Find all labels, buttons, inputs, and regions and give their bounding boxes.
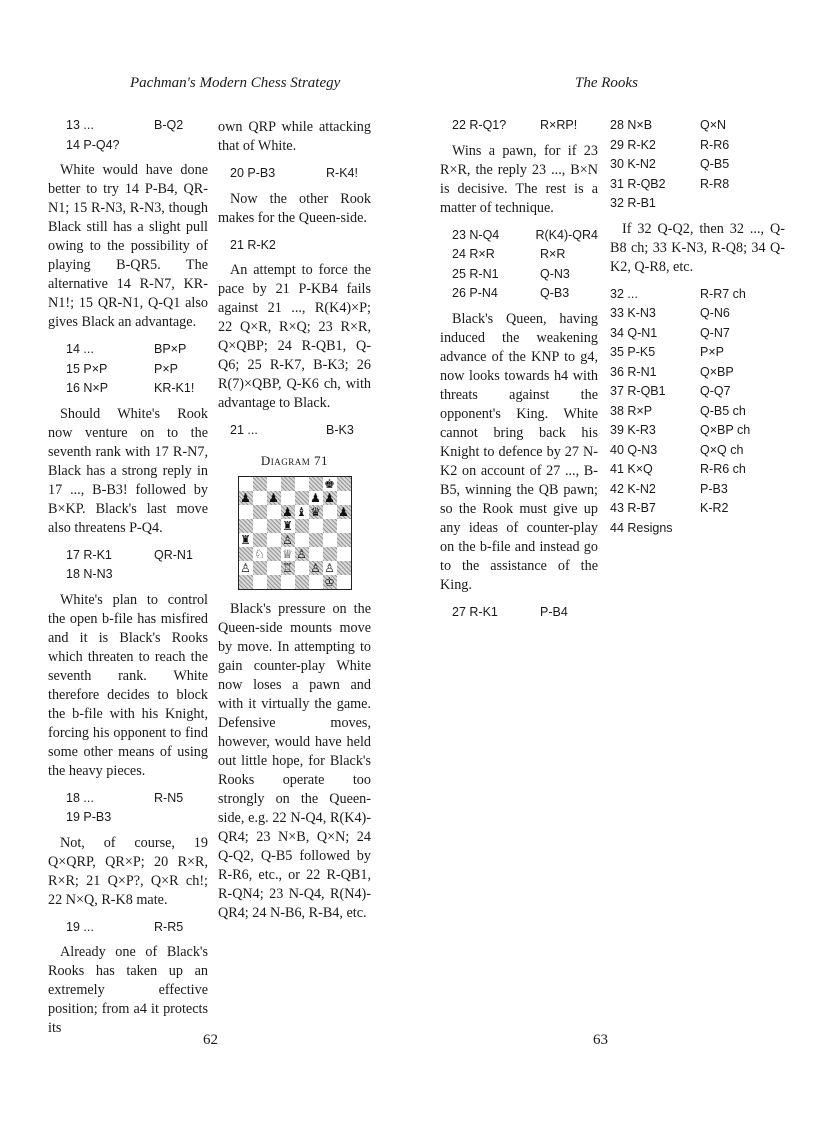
black-move: KR-K1! [154,381,195,396]
move-block [610,285,785,539]
move-row [610,304,785,324]
move-row [440,284,598,304]
board-square-piece: ♙ [240,560,251,575]
board-square-piece: ♟ [282,504,293,519]
board-square [295,477,309,491]
board-square [253,505,267,519]
move-row [610,155,785,175]
black-move: P×P [154,361,178,376]
black-move: QR-N1 [154,547,193,562]
move-row [440,265,598,285]
move-block [610,116,785,214]
black-move: R-R7 ch [700,286,746,301]
board-square [309,547,323,561]
board-square [239,477,253,491]
move-row [610,441,785,461]
black-move: B-Q2 [154,118,184,133]
right-column-1 [440,116,598,628]
black-move: Q-N7 [700,325,730,340]
move-row [610,116,785,136]
move-block [218,236,371,256]
white-move: 25 R-N1 [452,266,499,281]
board-square [253,533,267,547]
board-square [239,519,253,533]
black-move: K-R2 [700,501,729,516]
white-move: 41 K×Q [610,462,653,477]
black-move: Q×BP [700,364,734,379]
white-move: 32 R-B1 [610,196,656,211]
board-square [295,519,309,533]
move-row [48,136,208,156]
move-row [610,519,785,539]
board-square [295,575,309,589]
move-row [610,382,785,402]
move-row [610,460,785,480]
white-move: 43 R-B7 [610,501,656,516]
move-row [610,480,785,500]
move-row [610,324,785,344]
black-move: R×R [540,247,566,262]
move-block [218,421,371,441]
move-block [48,340,208,399]
board-square [337,491,351,505]
board-square [253,491,267,505]
board-square [337,519,351,533]
board-square [267,505,281,519]
white-move: 21 R-K2 [230,237,276,252]
move-row [440,603,598,623]
white-move: 30 K-N2 [610,157,656,172]
move-block [440,116,598,136]
board-square [267,477,281,491]
board-square-piece: ♙ [324,560,335,575]
board-square [309,519,323,533]
board-square [337,561,351,575]
move-row [48,116,208,136]
board-square [295,533,309,547]
left-column-2 [218,116,371,931]
white-move: 29 R-K2 [610,137,656,152]
commentary-paragraph: Wins a pawn, for if 23 R×R, the reply 23 ..., B×N is decisive. The rest is a matter of technique. [440,142,598,216]
move-row [610,194,785,214]
board-square [323,519,337,533]
board-square [253,575,267,589]
black-move: R-K4! [326,166,358,181]
board-square-piece: ♙ [310,560,321,575]
move-row [440,116,598,136]
running-head: The Rooks [575,75,638,91]
move-row [218,421,371,441]
white-move: 36 R-N1 [610,364,657,379]
black-move: Q×N [700,118,727,133]
white-move: 19 P-B3 [66,810,112,825]
board-square [253,561,267,575]
white-move: 22 R-Q1? [452,118,507,133]
page-number: 63 [593,1032,608,1048]
board-square-piece: ♟ [268,490,279,505]
black-move: P×P [700,345,724,360]
black-move: R(K4)-QR4 [535,227,598,242]
board-square-piece: ♛ [310,504,321,519]
move-row [48,808,208,828]
white-move: 18 ... [66,790,94,805]
move-block [48,789,208,828]
black-move: R×RP! [540,118,578,133]
board-square [267,547,281,561]
right-page [410,0,816,1123]
commentary-paragraph: An attempt to force the pace by 21 P-KB4 fails against 21 ..., R(K4)×P; 22 Q×R, R×Q; 23 R×R, Q×QBP; 24 R-QB1, Q-Q6; 25 R-K7, B-K3; 26 R(7)×QBP, Q-K6 ch, with advantage to Black. [218,262,371,411]
board-square [281,477,295,491]
commentary-paragraph: Already one of Black's Rooks has taken up an extremely effective position; from a4 it protects its [48,944,208,1036]
white-move: 32 ... [610,286,638,301]
black-move: R-R5 [154,919,184,934]
right-column-2 [610,116,785,544]
board-square-piece: ♜ [282,518,293,533]
board-square [267,561,281,575]
board-square-piece: ♙ [296,546,307,561]
black-move: Q-B3 [540,286,570,301]
board-square [323,533,337,547]
move-block [48,546,208,585]
board-square-piece: ♟ [324,490,335,505]
board-square [309,477,323,491]
white-move: 24 R×R [452,247,495,262]
black-move: P-B4 [540,604,568,619]
running-head: Pachman's Modern Chess Strategy [130,75,341,91]
white-move: 14 P-Q4? [66,137,120,152]
board-square [309,533,323,547]
board-square [239,547,253,561]
move-row [48,565,208,585]
board-square-piece: ♜ [240,532,251,547]
chess-board [238,476,352,590]
white-move: 23 N-Q4 [452,227,500,242]
black-move: Q-Q7 [700,384,731,399]
white-move: 21 ... [230,423,258,438]
move-row [610,363,785,383]
move-row [48,379,208,399]
white-move: 28 N×B [610,118,653,133]
board-square [239,575,253,589]
board-square-piece: ♝ [296,504,307,519]
white-move: 19 ... [66,919,94,934]
white-move: 15 P×P [66,361,108,376]
black-move: R-R8 [700,176,730,191]
move-row [610,285,785,305]
black-move: P-B3 [700,481,728,496]
black-move: B-K3 [326,423,354,438]
board-square-piece: ♘ [254,546,265,561]
board-square-piece: ♙ [282,532,293,547]
board-square [281,491,295,505]
board-square [295,561,309,575]
move-block [48,116,208,155]
move-block [48,918,208,938]
white-move: 31 R-QB2 [610,176,666,191]
board-square [281,575,295,589]
commentary-paragraph: If 32 Q-Q2, then 32 ..., Q-B8 ch; 33 K-N3, R-Q8; 34 Q-K2, Q-R8, etc. [610,220,785,275]
board-square [337,575,351,589]
board-square [267,575,281,589]
move-row [610,421,785,441]
board-square-piece: ♚ [324,476,335,491]
board-square [337,477,351,491]
white-move: 16 N×P [66,381,109,396]
commentary-paragraph: Black's pressure on the Queen-side mounts move by move. In attempting to gain counter-play White now loses a pawn and with it virtually the game. Defensive moves, however, would have held out little hope, for Black's Rooks operate too strongly on the Queen-side, e.g. 22 N-Q4, R(K4)-QR4; 23 N×B, Q×N; 24 Q-Q2, Q-B5 followed by R-R6, etc., or 22 R-QB1, R-QN4; 23 N-Q4, R(N4)-QR4; 24 N-B6, R-B4, etc. [218,600,371,921]
white-move: 26 P-N4 [452,286,498,301]
board-square-piece: ♔ [324,574,335,589]
white-move: 35 P-K5 [610,345,656,360]
move-row [48,789,208,809]
white-move: 37 R-QB1 [610,384,666,399]
black-move: Q×Q ch [700,442,744,457]
commentary-paragraph: Now the other Rook makes for the Queen-side. [218,190,371,226]
chess-diagram [218,476,371,590]
board-square [239,505,253,519]
black-move: Q-B5 ch [700,403,746,418]
white-move: 39 K-R3 [610,423,656,438]
board-square [267,533,281,547]
move-row [48,360,208,380]
move-row [48,340,208,360]
move-row [610,175,785,195]
white-move: 27 R-K1 [452,604,498,619]
move-row [218,236,371,256]
white-move: 34 Q-N1 [610,325,658,340]
black-move: Q-N6 [700,306,730,321]
left-column-1 [48,116,208,1046]
white-move: 13 ... [66,118,94,133]
board-square [295,491,309,505]
board-square [323,505,337,519]
board-square [267,519,281,533]
white-move: 38 R×P [610,403,653,418]
commentary-paragraph: White's plan to control the open b-file has misfired and it is Black's Rooks which threaten to reach the seventh rank. White therefore decides to block the b-file with his Knight, forcing his opponent to find some other means of using the heavy pieces. [48,591,208,779]
white-move: 44 Resigns [610,520,673,535]
board-square-piece: ♟ [338,504,349,519]
move-row [610,343,785,363]
board-square [337,533,351,547]
board-square [253,519,267,533]
black-move: Q×BP ch [700,423,751,438]
move-row [610,499,785,519]
white-move: 18 N-N3 [66,567,113,582]
board-square [337,547,351,561]
commentary-paragraph: Not, of course, 19 Q×QRP, QR×P; 20 R×R, R×R; 21 Q×P?, Q×R ch!; 22 N×Q, R-K8 mate. [48,834,208,908]
board-square [253,477,267,491]
move-row [610,136,785,156]
commentary-paragraph: own QRP while attacking that of White. [218,119,371,154]
page-number: 62 [203,1032,218,1048]
board-square-piece: ♟ [240,490,251,505]
black-move: Q-N3 [540,266,570,281]
move-row [440,226,598,246]
board-square-piece: ♟ [310,490,321,505]
board-square [323,547,337,561]
commentary-paragraph: White would have done better to try 14 P-B4, QR-N1; 15 R-N3, R-N3, though Black still has a slight pull owing to the possibility of playing B-QR5. The alternative 14 R-N7, KR-N1!; 15 QR-N1, Q-Q1 also gives Black an advantage. [48,162,208,330]
move-block [440,603,598,623]
diagram-title: Diagram 71 [260,452,329,468]
white-move: 20 P-B3 [230,166,276,181]
commentary-paragraph: Should White's Rook now venture on to the seventh rank with 17 R-N7, Black has a strong reply in 17 ..., B-B3! followed by B×KP. Black's last move also threatens P-Q4. [48,405,208,536]
white-move: 40 Q-N3 [610,442,658,457]
black-move: Q-B5 [700,157,730,172]
move-row [48,918,208,938]
move-row [610,402,785,422]
white-move: 42 K-N2 [610,481,656,496]
black-move: R-R6 [700,137,730,152]
white-move: 14 ... [66,342,94,357]
move-block [440,226,598,304]
white-move: 17 R-K1 [66,547,112,562]
black-move: R-R6 ch [700,462,746,477]
move-row [218,164,371,184]
board-square-piece: ♖ [282,560,293,575]
white-move: 33 K-N3 [610,306,656,321]
move-row [440,245,598,265]
black-move: R-N5 [154,790,184,805]
black-move: BP×P [154,342,187,357]
move-row [48,546,208,566]
board-square-piece: ♕ [282,546,293,561]
commentary-paragraph: Black's Queen, having induced the weakening advance of the KNP to g4, now looks towards h4 with threats against the opponent's King. White cannot bring back his Knight to defence by 27 N-K2 on account of 27 ..., B-B5, winning the QB pawn; so the Rook must give up any ideas of counter-play on the b-file and instead go to the assistance of the King. [440,310,598,593]
board-square [309,575,323,589]
move-block [218,164,371,184]
